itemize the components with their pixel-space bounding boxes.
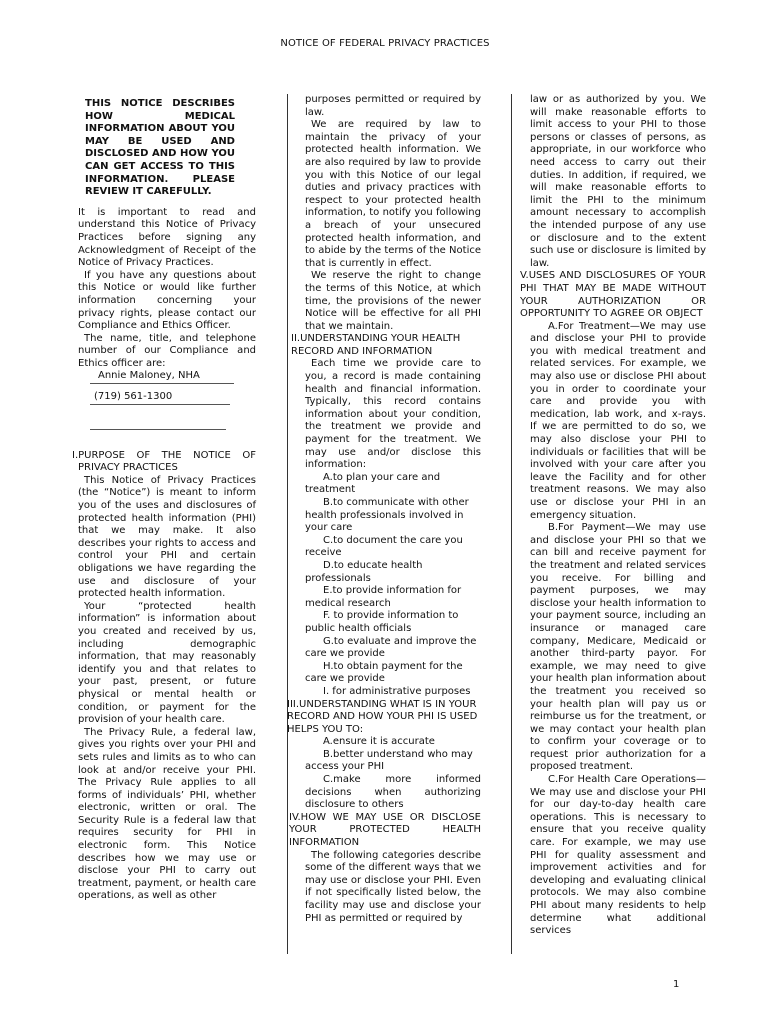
officer-name: Annie Maloney, NHA xyxy=(90,370,234,384)
column-divider xyxy=(287,94,288,954)
paragraph: The following categories describe some of the different ways that we may use or disclose your PHI. Even if not specifically listed below, the facility may use and disclose your PHI as permitted or required by xyxy=(305,849,481,924)
officer-phone: (719) 561-1300 xyxy=(90,391,230,405)
paragraph: It is important to read and understand this Notice of Privacy Practices before signing any Acknowledgment of Receipt of the Notice of Privacy Practices. xyxy=(78,206,256,269)
paragraph: We are required by law to maintain the privacy of your protected health information. We are also required by law to provide you with this Notice of our legal duties and privacy practices with respect to your protected health information, to notify you following a breach of your unsecured protected health information, and to abide by the terms of the Notice that is currently in effect. xyxy=(305,119,481,269)
list-item: A.ensure it is accurate xyxy=(323,736,435,748)
list-item: B.to communicate with other health professionals involved in your care xyxy=(305,497,469,534)
list-item: B.better understand who may access your PHI xyxy=(305,748,473,773)
section-title: IV.HOW WE MAY USE OR DISCLOSE YOUR PROTECTED HEALTH INFORMATION xyxy=(289,811,481,849)
list-item: H.to obtain payment for the care we provide xyxy=(305,660,463,685)
list-item: F. to provide information to public health officials xyxy=(305,610,459,634)
page-header: NOTICE OF FEDERAL PRIVACY PRACTICES xyxy=(280,38,490,49)
list-item: E.to provide information for medical research xyxy=(305,585,462,609)
list-item: C.to document the care you receive xyxy=(305,534,463,559)
list-item: I. for administrative purposes xyxy=(323,685,471,697)
section-title: II.UNDERSTANDING YOUR HEALTH RECORD AND INFORMATION xyxy=(291,333,461,357)
paragraph: We reserve the right to change the terms of this Notice, at which time, the provisions of the newer Notice will be effective for all PHI that we maintain. xyxy=(305,270,481,332)
column-3 xyxy=(520,94,706,938)
section-title: V.USES AND DISCLOSURES OF YOUR PHI THAT MAY BE MADE WITHOUT YOUR AUTHORIZATION OR OPPORTUNITY TO AGREE OR OBJECT xyxy=(520,270,706,320)
paragraph: A.For Treatment—We may use and disclose your PHI to provide you with medical treatment and related services. For example, we may also use or disclose PHI about you in order to coordinate your care and provide you with medication, lab work, and x-rays. If we are permitted to do so, we may also disclose your PHI to individuals or facilities that will be involved with your care after you leave the Facility and for other treatment reasons. We may also use or disclose your PHI in an emergency situation. xyxy=(530,320,706,521)
paragraph: The Privacy Rule, a federal law, gives you rights over your PHI and sets rules and limits as to who can look at and/or receive your PHI. The Privacy Rule applies to all forms of individuals’ PHI, whether electronic, written or oral. The Security Rule is a federal law that requires security for PHI in electronic form. This Notice describes how we may use or disclose your PHI to carry out treatment, payment, or health care operations, as well as other xyxy=(78,726,256,902)
list-item: C.make more informed decisions when authorizing disclosure to others xyxy=(305,774,481,811)
paragraph: C.For Health Care Operations—We may use and disclose your PHI for our day-to-day health care operations. This is necessary to ensure that you receive quality care. For example, we may use PHI for quality assessment and improvement activities and for developing and evaluating clinical protocols. We may also combine PHI about many residents to help determine what additional services xyxy=(530,774,706,937)
column-1 xyxy=(72,94,256,903)
paragraph: If you have any questions about this Notice or would like further information concerning your privacy rights, please contact our Compliance and Ethics Officer. xyxy=(78,269,256,332)
paragraph: Your “protected health information” is information about you created and received by us, including demographic information, that may reasonably identify you and that relates to your past, present, or future physical or mental health or condition, or payment for the provision of your health care. xyxy=(78,600,256,726)
section-title: I.PURPOSE OF THE NOTICE OF PRIVACY PRACTICES xyxy=(72,449,256,474)
paragraph: Each time we provide care to you, a record is made containing health and financial information. Typically, this record contains information about your condition, the treatment we provide and payment for the treatment. We may use and/or disclose this information: xyxy=(305,358,481,471)
paragraph: The name, title, and telephone number of our Compliance and Ethics officer are: xyxy=(78,332,256,369)
section-title: III.UNDERSTANDING WHAT IS IN YOUR RECORD AND HOW YOUR PHI IS USED HELPS YOU TO: xyxy=(287,698,478,735)
page-number: 1 xyxy=(673,979,680,990)
blank-line xyxy=(90,417,226,430)
list-item: D.to educate health professionals xyxy=(305,559,423,584)
list-item: A.to plan your care and treatment xyxy=(305,471,441,496)
notice-warning: THIS NOTICE DESCRIBES HOW MEDICAL INFORMATION ABOUT YOU MAY BE USED AND DISCLOSED AND HOW YOU CAN GET ACCESS TO THIS INFORMATION. PLEASE REVIEW IT CAREFULLY. xyxy=(85,98,235,198)
column-2 xyxy=(287,94,481,925)
paragraph: law or as authorized by you. We will make reasonable efforts to limit access to your PHI to those persons or classes of persons, as appropriate, in our workforce who need access to carry out their duties. In addition, if required, we will make reasonable efforts to limit the PHI to the minimum amount necessary to accomplish the intended purpose of any use or disclosure and to the extent such use or disclosure is limited by law. xyxy=(530,94,706,269)
column-divider xyxy=(511,94,512,954)
paragraph: This Notice of Privacy Practices (the “Notice”) is meant to inform you of the uses and disclosures of protected health information (PHI) that we may make. It also describes your rights to access and control your PHI and certain obligations we have regarding the use and disclosure of your protected health information. xyxy=(78,474,256,600)
paragraph: B.For Payment—We may use and disclose your PHI so that we can bill and receive payment for the treatment and related services you receive. For billing and payment purposes, we may disclose your health information to your payment source, including an insurance or managed care company, Medicare, Medicaid or another third-party payor. For example, we may need to give your health plan information about the treatment you received so your health plan will pay us or reimburse us for the treatment, or we may contact your health plan to confirm your coverage or to request prior authorization for a proposed treatment. xyxy=(530,522,706,773)
paragraph: purposes permitted or required by law. xyxy=(305,94,481,118)
list-item: G.to evaluate and improve the care we provide xyxy=(305,635,477,660)
